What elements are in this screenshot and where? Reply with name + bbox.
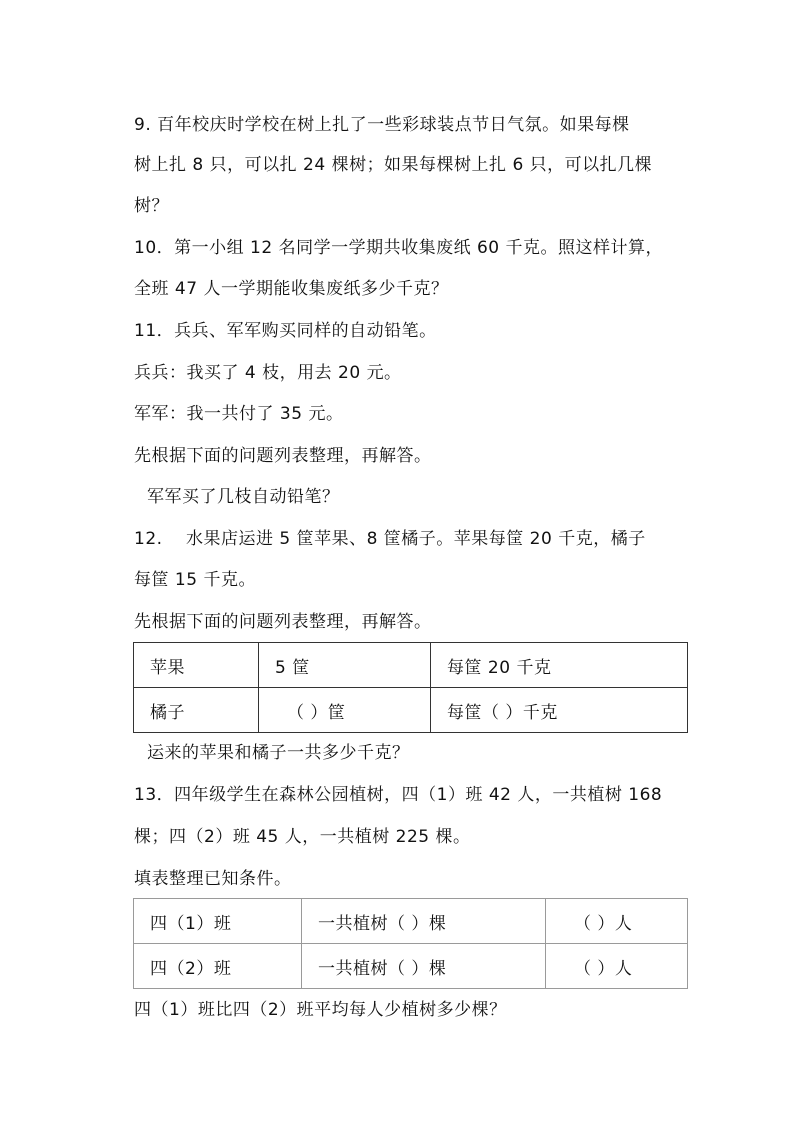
table-cell: 一共植树（ ）棵 — [302, 899, 546, 944]
table-cell: 四（1）班 — [134, 899, 302, 944]
problem-11-line-4: 先根据下面的问题列表整理，再解答。 — [134, 446, 432, 466]
class-table — [133, 898, 688, 989]
table-cell: 橘子 — [134, 688, 259, 733]
problem-10-line-2: 全班 47 人一学期能收集废纸多少千克？ — [134, 279, 449, 299]
problem-11-line-3: 军军：我一共付了 35 元。 — [134, 404, 344, 424]
problem-12-question: 运来的苹果和橘子一共多少千克？ — [147, 743, 410, 763]
problem-9-line-1: 9. 百年校庆时学校在树上扎了一些彩球装点节日气氛。如果每棵 — [134, 115, 630, 135]
table-cell: 每筐（ ）千克 — [431, 688, 688, 733]
table-row — [134, 643, 688, 688]
problem-11-line-1: 11．兵兵、军军购买同样的自动铅笔。 — [134, 321, 437, 341]
problem-13-question: 四（1）班比四（2）班平均每人少植树多少棵？ — [134, 1000, 507, 1020]
problem-11-question: 军军买了几枝自动铅笔？ — [147, 487, 340, 507]
problem-11-line-2: 兵兵：我买了 4 枝，用去 20 元。 — [134, 363, 402, 383]
problem-13-line-1: 13．四年级学生在森林公园植树，四（1）班 42 人，一共植树 168 — [134, 785, 663, 805]
table-cell: （ ）筐 — [259, 688, 431, 733]
table-row — [134, 688, 688, 733]
problem-9-line-3: 树？ — [134, 196, 169, 216]
table-cell: 四（2）班 — [134, 944, 302, 989]
problem-10-line-1: 10．第一小组 12 名同学一学期共收集废纸 60 千克。照这样计算， — [134, 238, 664, 258]
problem-12-line-3: 先根据下面的问题列表整理，再解答。 — [134, 612, 432, 632]
table-cell: 每筐 20 千克 — [431, 643, 688, 688]
problem-13-line-3: 填表整理已知条件。 — [134, 869, 292, 889]
problem-13-line-2: 棵；四（2）班 45 人，一共植树 225 棵。 — [134, 827, 471, 847]
table-cell: 苹果 — [134, 643, 259, 688]
table-cell: 一共植树（ ）棵 — [302, 944, 546, 989]
problem-12-line-2: 每筐 15 千克。 — [134, 570, 256, 590]
problem-9-line-2: 树上扎 8 只，可以扎 24 棵树；如果每棵树上扎 6 只，可以扎几棵 — [134, 155, 653, 175]
problem-12-line-1: 12. 水果店运进 5 筐苹果、8 筐橘子。苹果每筐 20 千克，橘子 — [134, 529, 646, 549]
table-row — [134, 899, 688, 944]
table-cell: （ ）人 — [546, 944, 688, 989]
table-row — [134, 944, 688, 989]
table-cell: 5 筐 — [259, 643, 431, 688]
table-cell: （ ）人 — [546, 899, 688, 944]
fruit-table — [133, 642, 688, 733]
